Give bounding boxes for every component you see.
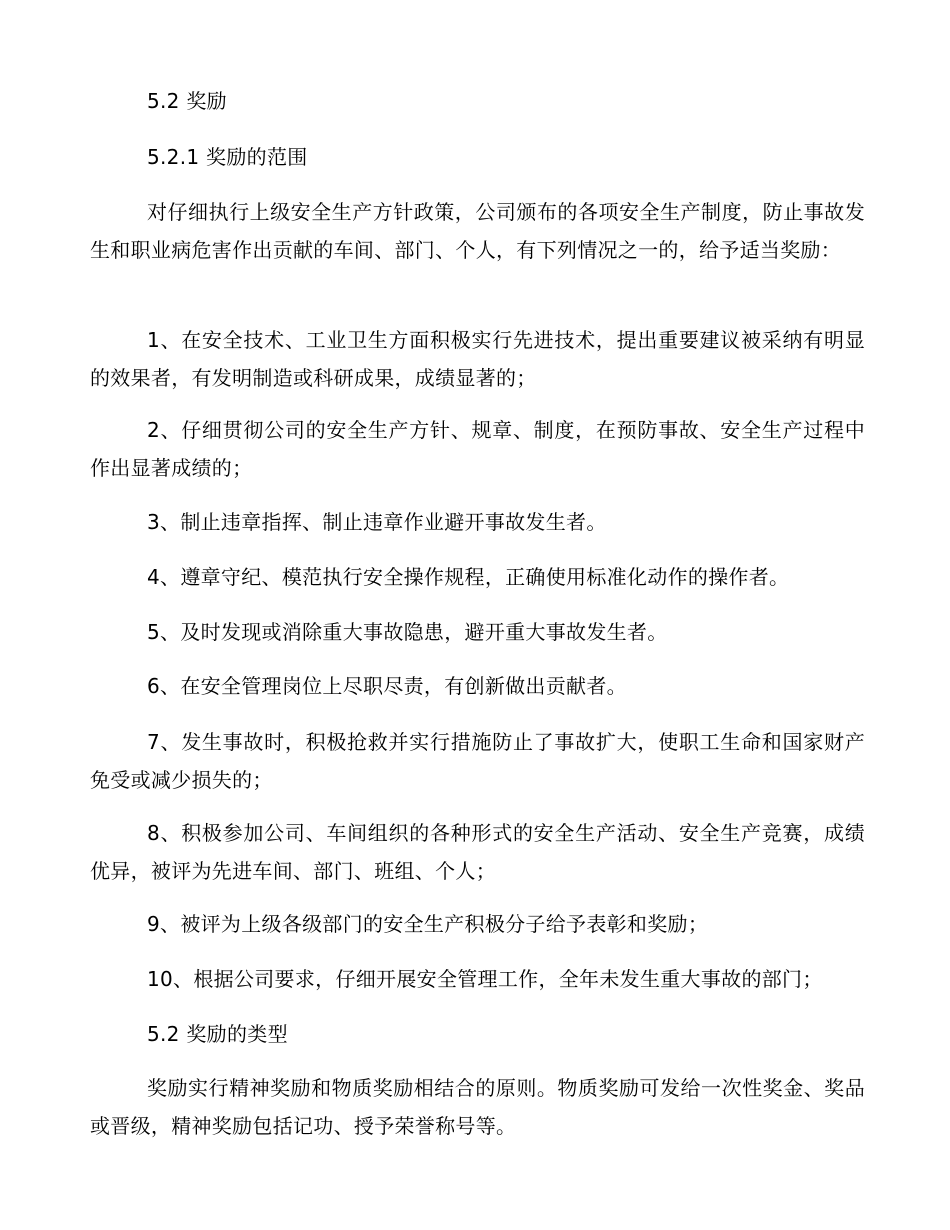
list-item-3: 3、制止违章指挥、制止违章作业避开事故发生者。	[147, 510, 607, 534]
list-item-9: 9、被评为上级各级部门的安全生产积极分子给予表彰和奖励；	[147, 912, 709, 936]
section-heading-reward-types: 5.2 奖励的类型	[147, 1022, 288, 1046]
subsection-heading-5-2-1: 5.2.1 奖励的范围	[147, 145, 308, 169]
list-item-4: 4、遵章守纪、模范执行安全操作规程，正确使用标准化动作的操作者。	[147, 565, 790, 589]
list-item-8: 8、积极参加公司、车间组织的各种形式的安全生产活动、安全生产竞赛，成绩优异，被评为先进车间、部门、班组、个人；	[90, 821, 865, 883]
list-item-7: 7、发生事故时，积极抢救并实行措施防止了事故扩大，使职工生命和国家财产免受或减少损失的；	[90, 730, 865, 792]
list-item-1: 1、在安全技术、工业卫生方面积极实行先进技术，提出重要建议被采纳有明显的效果者，有发明制造或科研成果，成绩显著的；	[90, 328, 865, 390]
list-item-2: 2、仔细贯彻公司的安全生产方针、规章、制度，在预防事故、安全生产过程中作出显著成绩的；	[90, 418, 865, 480]
reward-types-paragraph: 奖励实行精神奖励和物质奖励相结合的原则。物质奖励可发给一次性奖金、奖品或晋级，精神奖励包括记功、授予荣誉称号等。	[90, 1076, 865, 1138]
intro-paragraph: 对仔细执行上级安全生产方针政策，公司颁布的各项安全生产制度，防止事故发生和职业病危害作出贡献的车间、部门、个人，有下列情况之一的，给予适当奖励：	[90, 200, 865, 262]
list-item-5: 5、及时发现或消除重大事故隐患，避开重大事故发生者。	[147, 620, 668, 644]
list-item-10: 10、根据公司要求，仔细开展安全管理工作，全年未发生重大事故的部门；	[147, 967, 823, 991]
list-item-6: 6、在安全管理岗位上尽职尽责，有创新做出贡献者。	[147, 674, 627, 698]
section-heading-5-2: 5.2 奖励	[147, 89, 227, 113]
